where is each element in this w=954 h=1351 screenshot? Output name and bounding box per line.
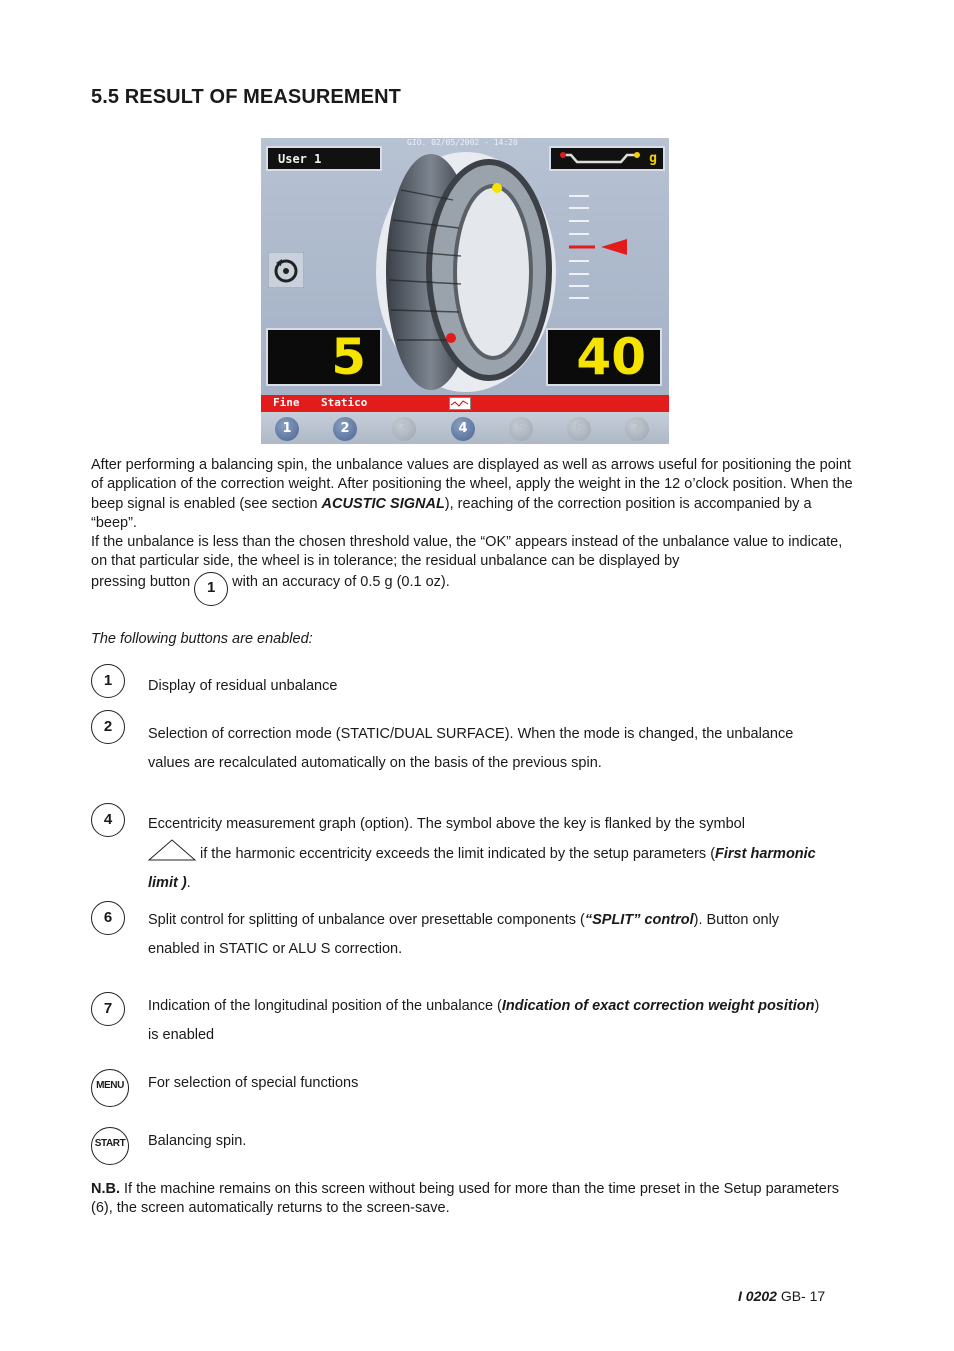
item-6-text-a: Split control for splitting of unbalance over presettable components ( [148,912,585,928]
page-number: GB- 17 [780,1288,826,1304]
item-6-text-c: ). Button only enabled in STATIC or ALU S correction. [148,912,780,957]
item-7-text [148,992,828,1050]
item-2-text: Selection of correction mode (STATIC/DUAL SURFACE). When the mode is changed, the unbalance values are recalculated automatically on the basis of the previous spin. [148,726,794,771]
softkey-1[interactable]: 1 [275,417,299,441]
user-label: User 1 [266,146,382,171]
accuracy-text: with an accuracy of 0.5 g (0.1 oz). [232,574,450,590]
nb-label: N.B. [91,1181,120,1197]
softkey-3: 3 [392,417,416,441]
graph-icon [449,397,471,410]
spin-icon [268,252,304,288]
press-text: pressing button [91,574,191,590]
softkey-4[interactable]: 4 [451,417,475,441]
press-button-line [91,572,861,606]
intro-text-1: After performing a balancing spin, the unbalance values are displayed as well as arrows useful for positioning the point of application of the correction weight. After positioning the wheel, apply the weight in the 12 o’clock position. When the beep signal is enabled (see section [91,457,853,512]
unit-label: g [649,151,657,166]
tire-illustration [371,150,561,394]
mode-bar [261,395,669,412]
menu-key-icon: MENU [91,1069,129,1107]
key-4-icon: 4 [91,803,125,837]
item-4-text-a: Eccentricity measurement graph (option). The symbol above the key is flanked by the symbol [148,816,745,832]
softkey-5: 5 [509,417,533,441]
intro-text-1-end: ), reaching of the correction position is accompanied by a “beep”. [91,495,812,531]
correction-position-ref: Indication of exact correction weight position [501,998,815,1014]
softkey-bar [261,412,669,444]
softkey-2[interactable]: 2 [333,417,357,441]
item-4-text-b: if the harmonic eccentricity exceeds the limit indicated by the setup parameters ( [196,846,716,862]
start-item-text: Balancing spin. [148,1133,247,1149]
position-indicator [561,188,633,308]
item-6-text [148,906,828,964]
softkey-6: 6 [567,417,591,441]
warning-triangle-icon [148,839,196,861]
doc-code: I 0202 [738,1288,777,1304]
datetime-readout: GIO. 02/05/2002 - 14:20 [407,138,518,147]
enabled-buttons-heading: The following buttons are enabled: [91,631,313,647]
page-footer [738,1288,825,1304]
first-harmonic-ref: First harmonic limit ) [148,846,816,891]
left-unbalance-value: 5 [266,328,382,386]
wheel-profile-icon [557,149,647,170]
acustic-signal-ref: ACUSTIC SIGNAL [321,495,445,512]
item-4-text-c: . [186,875,191,891]
intro-paragraph [91,456,861,572]
button-1-icon: 1 [194,572,228,606]
key-6-icon: 6 [91,901,125,935]
key-2-icon: 2 [91,710,125,744]
nb-note [91,1180,861,1219]
intro-text-2: If the unbalance is less than the chosen threshold value, the “OK” appears instead of the unbalance value to indicate, on that particular side, the wheel is in tolerance; the residual unbalance can be displayed by [91,534,843,570]
mode-fine: Fine [273,396,300,409]
unit-indicator [549,146,665,171]
softkey-7: 7 [625,417,649,441]
item-4-text [148,810,828,898]
start-key-icon: START [91,1127,129,1165]
item-7-text-a: Indication of the longitudinal position of the unbalance ( [148,998,502,1014]
section-title: 5.5 RESULT OF MEASUREMENT [91,86,401,108]
item-7-text-c: ) is enabled [148,998,820,1043]
item-1-text: Display of residual unbalance [148,678,338,694]
key-7-icon: 7 [91,992,125,1026]
right-unbalance-value: 40 [546,328,662,386]
split-control-ref: “SPLIT” control [584,912,694,928]
measurement-screen-image [261,138,669,444]
mode-statico: Statico [321,396,368,409]
nb-text: If the machine remains on this screen without being used for more than the time preset in the Setup parameters (6), the screen automatically returns to the screen-save. [91,1181,839,1217]
key-1-icon: 1 [91,664,125,698]
menu-item-text: For selection of special functions [148,1075,359,1091]
